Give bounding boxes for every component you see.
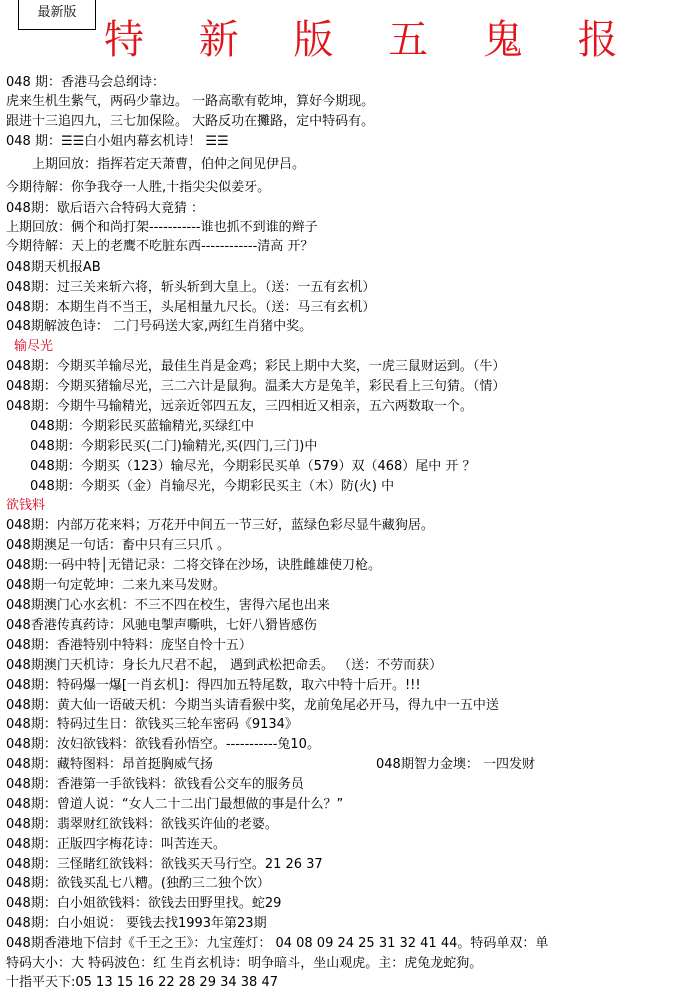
text-line: 048期：藏特图料：昂首挺胸威气扬 xyxy=(6,757,213,772)
text-line: 今期待解：你争我夺一人胜,十指尖尖似姜牙。 xyxy=(6,180,271,195)
text-line: 048香港传真药诗：风驰电掣声嘶哄，七奸八猾皆感伤 xyxy=(6,618,317,633)
text-line: 048期香港地下信封《千王之王》：九宝莲灯： 04 08 09 24 25 31 32 41 44。特码单双：单 xyxy=(6,936,549,951)
text-line: 048期澳门天机诗：身长九尺君不起， 遇到武松把命丢。 （送：不劳而获） xyxy=(6,658,443,673)
text-line: 048期：特码爆一爆[一肖玄机]：得四加五特尾数，取六中特十后开。!!! xyxy=(6,678,421,693)
text-line: 048期解波色诗： 二门号码送大家,两红生肖猪中奖。 xyxy=(6,319,313,334)
text-line: 048期：今期买羊输尽光，最佳生肖是金鸡；彩民上期中大奖，一虎三鼠财运到。（牛） xyxy=(6,359,506,374)
section-heading: 欲钱料 xyxy=(6,498,46,513)
text-line: 048期：今期买（金）肖输尽光，今期彩民买主（木）防(火) 中 xyxy=(30,479,395,494)
text-line: 048期：内部万花来料；万花开中间五一节三好，蓝绿色彩尽显牛藏狗居。 xyxy=(6,518,434,533)
text-line: 048期：曾道人说：“女人二十二出门最想做的事是什么？” xyxy=(6,797,344,812)
text-line: 048期：今期彩民买蓝输精光,买绿红中 xyxy=(30,419,254,434)
text-line: 048 期：☰☰白小姐内幕玄机诗！ ☰☰ xyxy=(6,134,229,149)
text-line: 048期：正版四字梅花诗：叫苦连天。 xyxy=(6,837,226,852)
text-line: 跟进十三追四九，三七加保险。 大路反功在攤路，定中特码有。 xyxy=(6,114,375,129)
text-line: 虎来生机生紫气，两码少靠边。 一路高歌有乾坤，算好今期现。 xyxy=(6,94,375,109)
text-line: 048期：欲钱买乱七八糟。(独酌三二独个饮） xyxy=(6,876,270,891)
text-line: 048期：今期彩民买(二门)输精光,买(四门,三门)中 xyxy=(30,439,318,454)
text-line: 今期待解：天上的老鹰不吃脏东西------------清高 开？ xyxy=(6,239,314,254)
text-line: 048期天机报AB xyxy=(6,260,101,275)
text-line: 048 期：香港马会总纲诗： xyxy=(6,75,165,90)
text-line: 048期：黄大仙一语破天机：今期当头请看猴中奖，龙前兔尾必开马，得九中一五中送 xyxy=(6,698,499,713)
text-line: 048期一句定乾坤：二来九来马发财。 xyxy=(6,578,226,593)
text-line: 048期：今期牛马输精光，远亲近邻四五友，三四相近又相亲，五六两数取一个。 xyxy=(6,399,473,414)
text-line: 048期：三怪睹红欲钱料：欲钱买天马行空。21 26 37 xyxy=(6,857,323,872)
text-line: 048期澳门心水玄机：不三不四在校生，害得六尾也出来 xyxy=(6,598,330,613)
text-line: 特码大小：大 特码波色：红 生肖玄机诗：明争暗斗，坐山观虎。主：虎兔龙蛇狗。 xyxy=(6,956,483,971)
edition-badge: 最新版 xyxy=(18,0,96,30)
text-line: 048期：本期生肖不当王，头尾相量九尺长。（送：马三有玄机） xyxy=(6,300,376,315)
text-line: 048期：香港特别中特料：庞坚自怜十五） xyxy=(6,638,252,653)
text-line: 048期：白小姐欲钱料：欲钱去田野里找。蛇29 xyxy=(6,896,282,911)
text-line: 048期：汝妇欲钱料：欲钱看孙悟空。-----------兔10。 xyxy=(6,737,320,752)
text-line: 十指平天下:05 13 15 16 22 28 29 34 38 47 xyxy=(6,975,278,990)
text-line: 048期：今期买猪输尽光，三二六计是鼠狗。温柔大方是兔羊，彩民看上三句猜。（情） xyxy=(6,379,506,394)
text-line: 048期：香港第一手欲钱料：欲钱看公交车的服务员 xyxy=(6,777,304,792)
page-title: 特 新 版 五 鬼 报 xyxy=(104,17,639,63)
text-line: 048期：歇后语六合特码大竟猜 ： xyxy=(6,201,204,216)
text-line: 上期回放：俩个和尚打架-----------谁也抓不到谁的辫子 xyxy=(6,220,318,235)
text-line: 048期：翡翠财红欲钱料：欲钱买许仙的老婆。 xyxy=(6,817,278,832)
text-line: 048期：白小姐说： 要钱去找1993年第23期 xyxy=(6,916,267,931)
text-line: 048期：特码过生日：欲钱买三轮车密码《9134》 xyxy=(6,717,298,732)
text-line: 上期回放：指挥若定天萧曹，伯仲之间见伊吕。 xyxy=(32,157,306,172)
text-line: 048期:一码中特│无错记录：二将交锋在沙场，诀胜雌雄使刀枪。 xyxy=(6,558,382,573)
text-line: 048期：今期买（123）输尽光，今期彩民买单（579）双（468）尾中 开 ？ xyxy=(30,459,476,474)
section-heading: 输尽光 xyxy=(14,339,54,354)
text-line: 048期：过三关来斩六将，斩头斩到大皇上。（送：一五有玄机） xyxy=(6,280,376,295)
side-note: 048期智力金墺： 一四发财 xyxy=(376,757,535,772)
text-line: 048期澳足一句话：畜中只有三只爪 。 xyxy=(6,538,230,553)
